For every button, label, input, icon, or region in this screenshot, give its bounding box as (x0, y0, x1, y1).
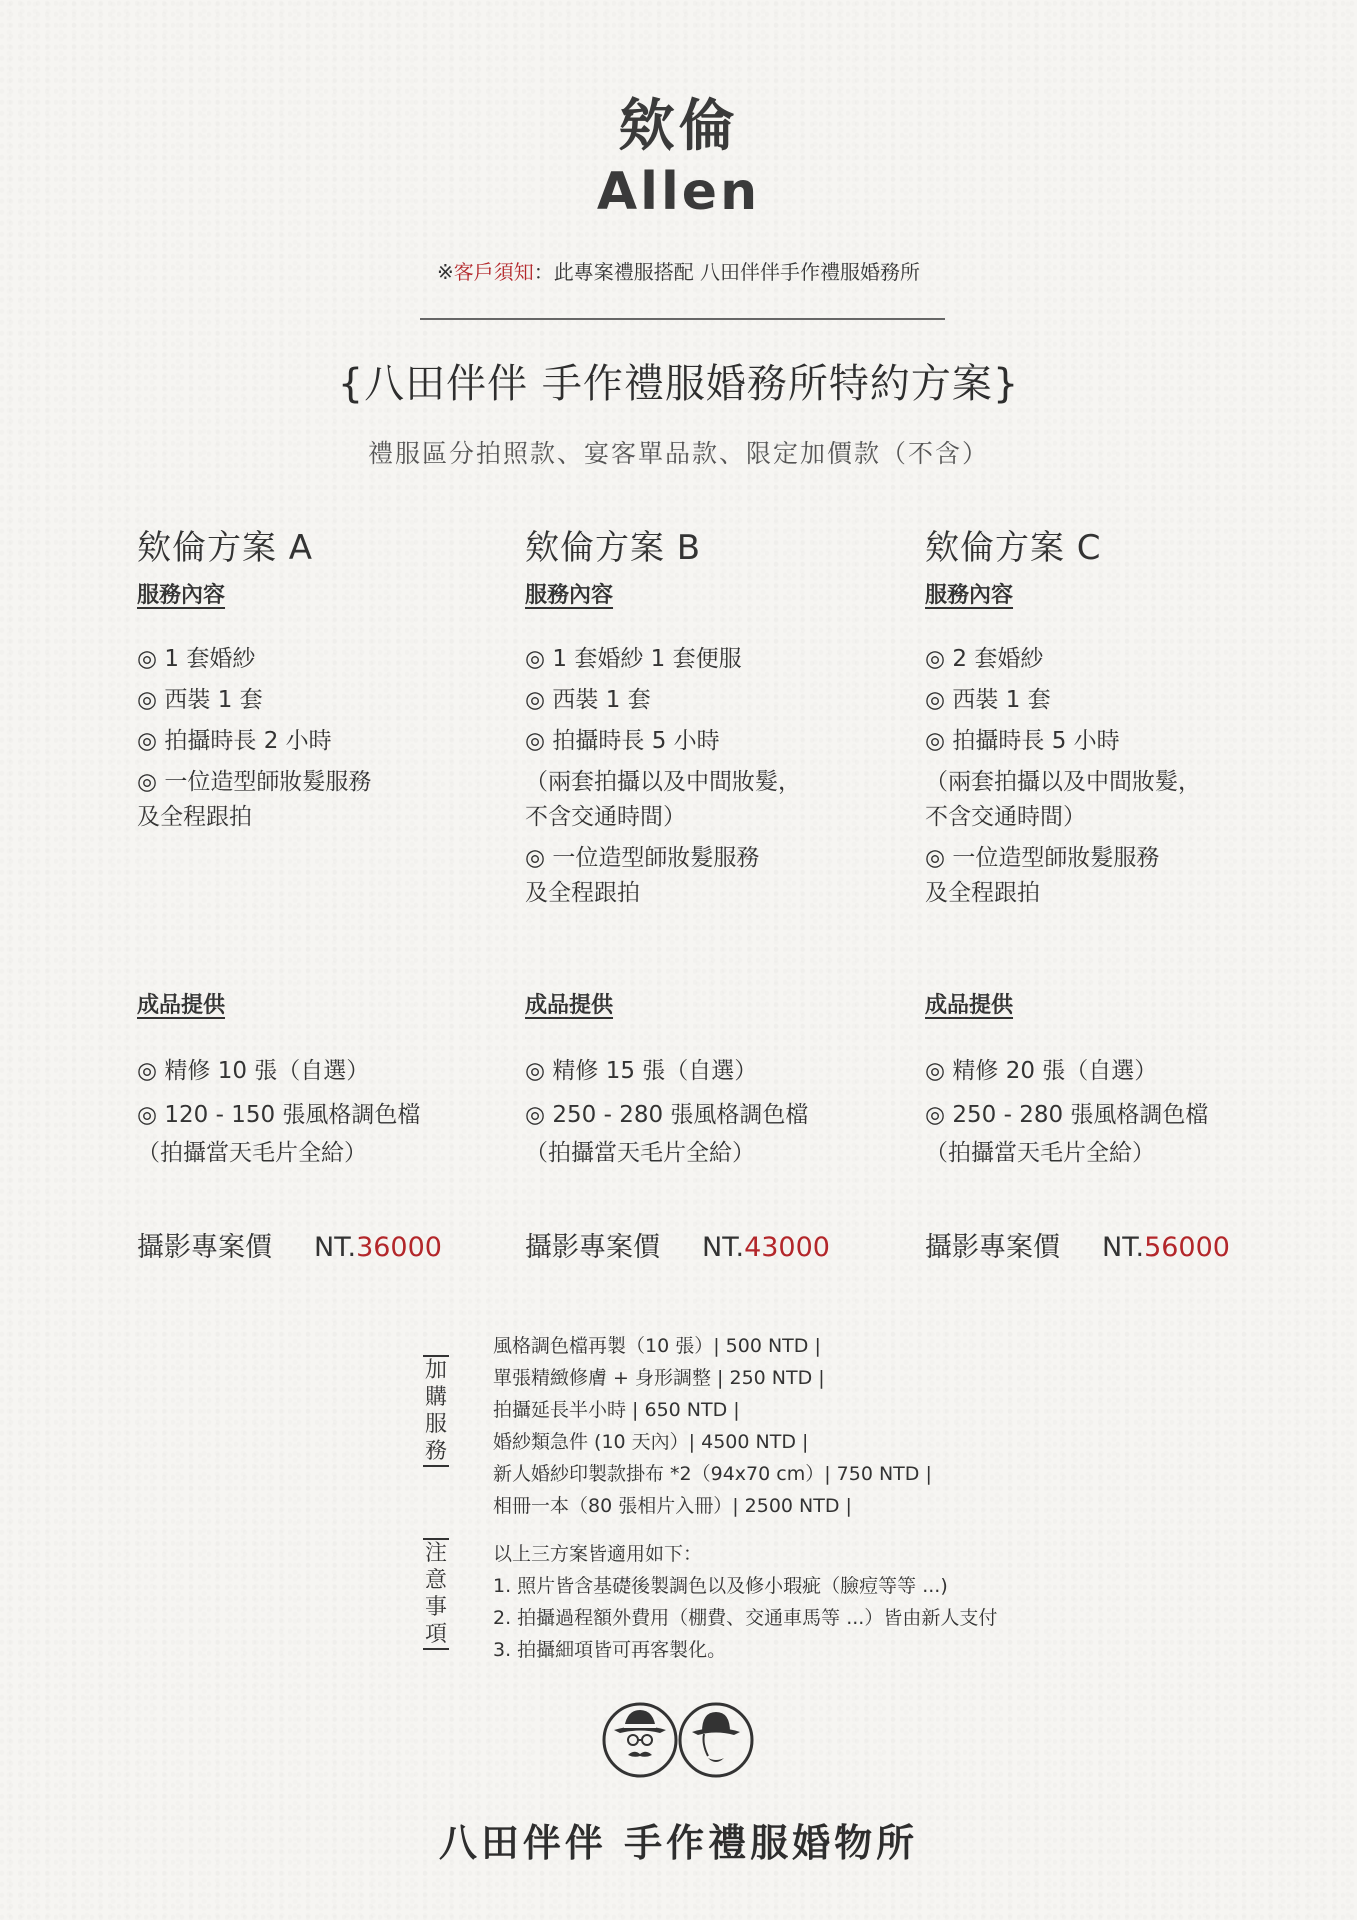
plan-b-price (525, 1225, 830, 1264)
customer-notice (0, 256, 1357, 285)
list-item: ◎ 拍攝時長 5 小時 (525, 728, 720, 754)
price-prefix: NT. (702, 1232, 745, 1263)
price-prefix: NT. (314, 1232, 357, 1263)
service-title: 服務內容 (925, 583, 1014, 608)
list-item: ◎ 精修 15 張（自選） (525, 1058, 758, 1084)
notes-label-text: 注 意 事 項 (424, 1541, 447, 1647)
price-prefix: NT. (1102, 1232, 1145, 1263)
list-item: ◎ 拍攝時長 2 小時 (137, 728, 332, 754)
notes-label (420, 1538, 452, 1650)
plan-headline: {八田伴伴 手作禮服婚務所特約方案} (337, 361, 1020, 407)
notice-label: 客戶須知 (453, 260, 534, 284)
plan-name: 欸倫方案 C (925, 528, 1102, 568)
list-item: （拍攝當天毛片全給） (525, 1140, 755, 1166)
deliver-list (137, 1049, 497, 1175)
plan-b (525, 520, 885, 914)
list-item: 新人婚紗印製款掛布 *2（94x70 cm）| 750 NTD | (493, 1463, 932, 1485)
brand-logo-icon (600, 1700, 756, 1780)
price-value: 43000 (744, 1232, 830, 1263)
list-item: ◎ 西裝 1 套 (925, 687, 1051, 713)
list-item: ◎ 250 - 280 張風格調色檔 (925, 1102, 1209, 1128)
list-item: ◎ 1 套婚紗 (137, 646, 256, 672)
list-item: 及全程跟拍 (925, 880, 1040, 906)
list-item: 單張精緻修膚 + 身形調整 | 250 NTD | (493, 1367, 825, 1389)
deliver-list (925, 1049, 1285, 1175)
list-item: （拍攝當天毛片全給） (925, 1140, 1155, 1166)
list-item: 及全程跟拍 (137, 804, 252, 830)
notes-list (493, 1538, 997, 1666)
list-item: ◎ 2 套婚紗 (925, 646, 1044, 672)
addon-list (493, 1330, 932, 1522)
plan-c (925, 520, 1285, 914)
list-item: ◎ 西裝 1 套 (137, 687, 263, 713)
service-list (925, 639, 1285, 914)
list-item: （拍攝當天毛片全給） (137, 1140, 367, 1166)
divider (420, 318, 945, 320)
plan-c-price (925, 1225, 1230, 1264)
deliver-title: 成品提供 (925, 993, 1014, 1018)
price-label: 攝影專案價 (525, 1232, 660, 1263)
plan-name: 欸倫方案 A (137, 528, 314, 568)
list-item: 3. 拍攝細項皆可再客製化。 (493, 1639, 727, 1661)
list-item: （兩套拍攝以及中間妝髮， (525, 769, 801, 795)
price-label: 攝影專案價 (137, 1232, 272, 1263)
price-value: 56000 (1144, 1232, 1230, 1263)
footer-brand: 八田伴伴 手作禮服婚物所 (438, 1821, 919, 1865)
list-item: ◎ 拍攝時長 5 小時 (925, 728, 1120, 754)
list-item: 以上三方案皆適用如下： (493, 1543, 703, 1565)
plan-b-deliverables (525, 988, 885, 1175)
deliver-title: 成品提供 (137, 993, 226, 1018)
notice-text: ：此專案禮服搭配 八田伴伴手作禮服婚務所 (533, 260, 921, 284)
list-item: ◎ 250 - 280 張風格調色檔 (525, 1102, 809, 1128)
plan-subheadline: 禮服區分拍照款、宴客單品款、限定加價款（不含） (367, 439, 989, 468)
price-label: 攝影專案價 (925, 1232, 1060, 1263)
list-item: ◎ 一位造型師妝髮服務 (525, 845, 760, 871)
addon-label-text: 加 購 服 務 (424, 1358, 447, 1464)
list-item: 及全程跟拍 (525, 880, 640, 906)
page-title-chinese: 欸倫 (618, 94, 739, 159)
list-item: ◎ 西裝 1 套 (525, 687, 651, 713)
plan-c-deliverables (925, 988, 1285, 1175)
list-item: 相冊一本（80 張相片入冊）| 2500 NTD | (493, 1495, 852, 1517)
list-item: 不含交通時間） (925, 804, 1086, 830)
addon-label (420, 1355, 452, 1467)
plan-name: 欸倫方案 B (525, 528, 702, 568)
list-item: ◎ 一位造型師妝髮服務 (925, 845, 1160, 871)
list-item: 1. 照片皆含基礎後製調色以及修小瑕疵（臉痘等等 ...) (493, 1575, 948, 1597)
list-item: ◎ 精修 10 張（自選） (137, 1058, 370, 1084)
service-title: 服務內容 (137, 583, 226, 608)
service-list (525, 639, 885, 914)
service-title: 服務內容 (525, 583, 614, 608)
list-item: ◎ 1 套婚紗 1 套便服 (525, 646, 742, 672)
deliver-list (525, 1049, 885, 1175)
deliver-title: 成品提供 (525, 993, 614, 1018)
list-item: 不含交通時間） (525, 804, 686, 830)
list-item: ◎ 120 - 150 張風格調色檔 (137, 1102, 421, 1128)
service-list (137, 639, 497, 838)
list-item: ◎ 一位造型師妝髮服務 (137, 769, 372, 795)
page-title-english: Allen (596, 162, 761, 222)
price-value: 36000 (356, 1232, 442, 1263)
list-item: （兩套拍攝以及中間妝髮， (925, 769, 1201, 795)
plan-a-deliverables (137, 988, 497, 1175)
plan-a-price (137, 1225, 442, 1264)
list-item: 2. 拍攝過程額外費用（棚費、交通車馬等 ...）皆由新人支付 (493, 1607, 998, 1629)
plan-a (137, 520, 497, 838)
list-item: 風格調色檔再製（10 張）| 500 NTD | (493, 1335, 821, 1357)
notice-prefix: ※ (436, 260, 454, 284)
list-item: 拍攝延長半小時 | 650 NTD | (493, 1399, 740, 1421)
list-item: ◎ 精修 20 張（自選） (925, 1058, 1158, 1084)
list-item: 婚紗類急件 (10 天內）| 4500 NTD | (493, 1431, 809, 1453)
